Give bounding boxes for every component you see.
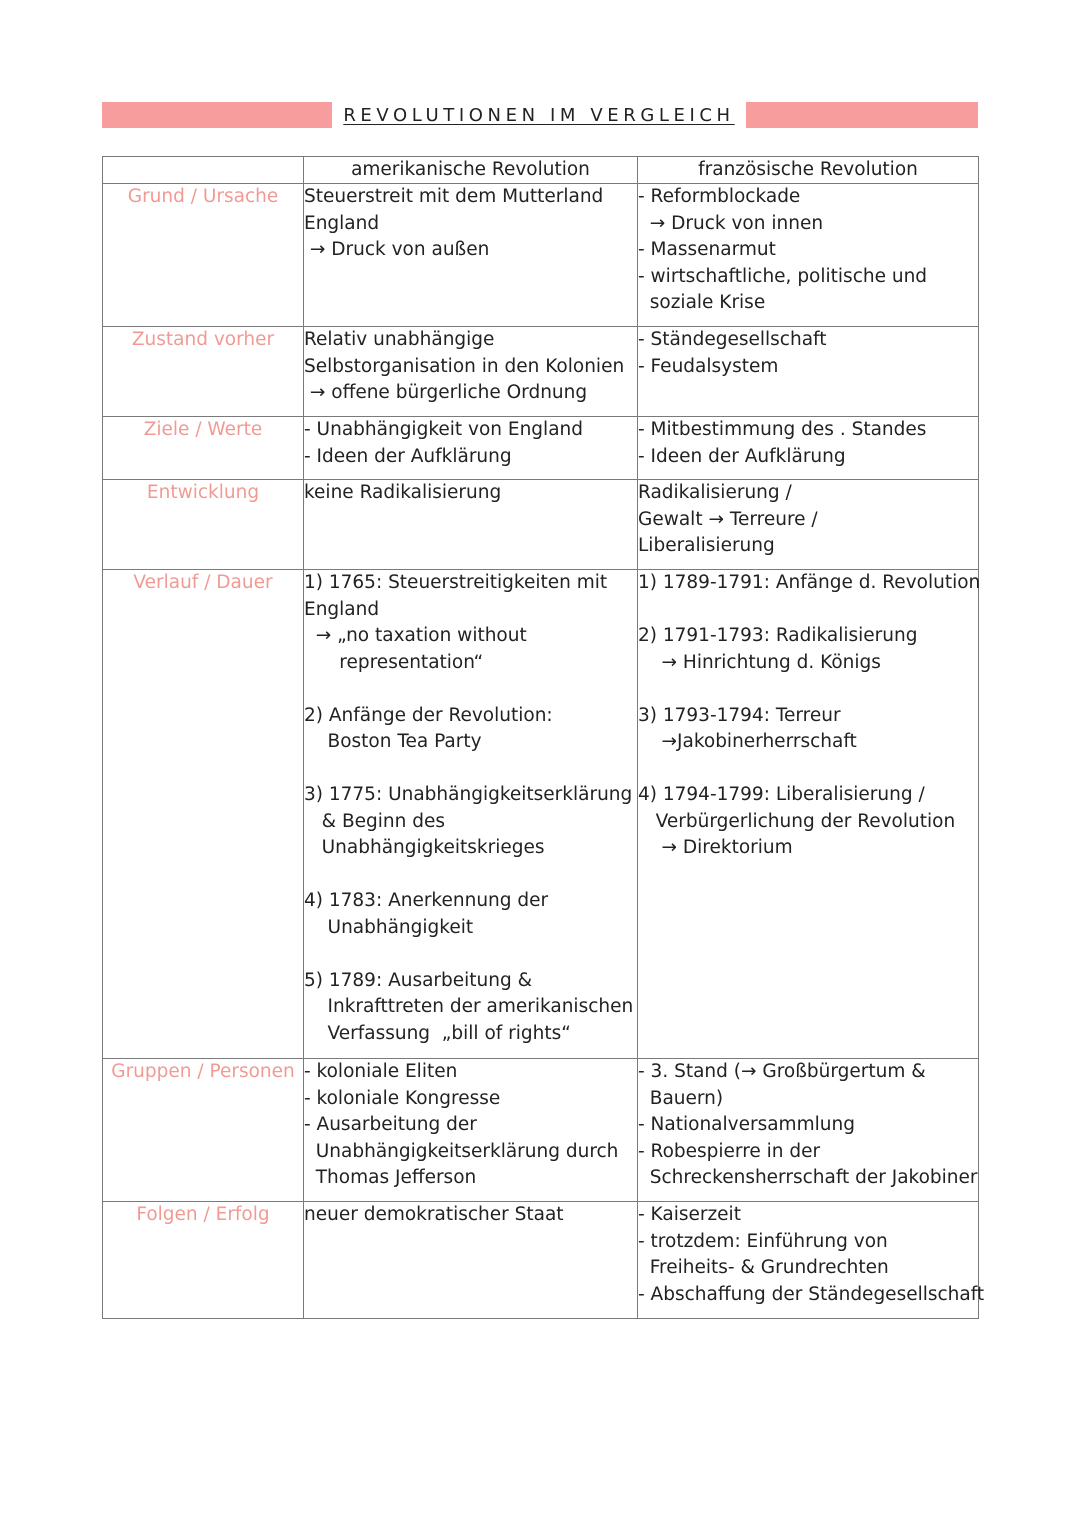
cell-line: - trotzdem: Einführung von bbox=[638, 1230, 888, 1252]
table-row bbox=[103, 184, 979, 327]
cell-line: - Ideen der Aufklärung bbox=[638, 445, 846, 467]
cell-line: Inkrafttreten der amerikanischen bbox=[304, 996, 634, 1017]
cell-line: - Massenarmut bbox=[638, 239, 776, 260]
cell-line: England bbox=[304, 598, 380, 620]
cell-line: 2) Anfänge der Revolution: bbox=[304, 704, 553, 726]
cell-line: → Druck von innen bbox=[638, 212, 824, 234]
cell-line: - Kaiserzeit bbox=[638, 1204, 741, 1225]
table-row bbox=[103, 480, 979, 570]
cell-american bbox=[304, 1202, 638, 1319]
cell-line: Selbstorganisation in den Kolonien bbox=[304, 355, 625, 377]
cell-line: - 3. Stand (→ Großbürgertum & bbox=[638, 1061, 926, 1082]
cell-line: 1) 1765: Steuerstreitigkeiten mit bbox=[304, 572, 608, 593]
cell-french bbox=[638, 184, 979, 327]
cell-line: & Beginn des bbox=[304, 810, 445, 832]
table-row bbox=[103, 417, 979, 480]
cell-line: - Ausarbeitung der bbox=[304, 1114, 477, 1135]
cell-line: 3) 1793-1794: Terreur bbox=[638, 704, 841, 726]
table-row bbox=[103, 1059, 979, 1202]
cell-french bbox=[638, 480, 979, 570]
cell-line: 2) 1791-1793: Radikalisierung bbox=[638, 625, 918, 646]
line-gap bbox=[638, 597, 978, 624]
cell-line: Verfassung „bill of rights“ bbox=[304, 1022, 571, 1044]
header-empty bbox=[103, 157, 304, 184]
cell-french bbox=[638, 1202, 985, 1319]
cell-line: → Direktorium bbox=[638, 837, 793, 858]
cell-line: representation“ bbox=[304, 651, 484, 673]
line-gap bbox=[638, 676, 978, 703]
cell-french bbox=[638, 417, 979, 480]
page-title: REVOLUTIONEN IM VERGLEICH bbox=[332, 102, 746, 128]
cell-line: - Mitbestimmung des . Standes bbox=[638, 419, 927, 440]
cell-line: soziale Krise bbox=[638, 292, 766, 313]
cell-line: Freiheits- & Grundrechten bbox=[638, 1257, 889, 1278]
cell-line: Bauern) bbox=[638, 1087, 724, 1109]
cell-line: → Druck von außen bbox=[304, 239, 490, 260]
cell-line: Verbürgerlichung der Revolution bbox=[638, 810, 956, 832]
cell-french bbox=[638, 570, 979, 1059]
cell-line: - Ideen der Aufklärung bbox=[304, 445, 512, 467]
cell-line: 5) 1789: Ausarbeitung & bbox=[304, 969, 533, 991]
cell-line: Gewalt → Terreure / bbox=[638, 508, 818, 530]
line-gap bbox=[304, 941, 637, 968]
cell-line: 4) 1794-1799: Liberalisierung / bbox=[638, 784, 925, 805]
header-american: amerikanische Revolution bbox=[304, 157, 638, 184]
row-label: Entwicklung bbox=[103, 480, 304, 570]
line-gap bbox=[304, 756, 637, 783]
cell-american bbox=[304, 417, 638, 480]
cell-line: Unabhängigkeitskrieges bbox=[304, 837, 545, 858]
row-label: Grund / Ursache bbox=[103, 184, 304, 327]
cell-french bbox=[638, 327, 979, 417]
cell-line: → Hinrichtung d. Königs bbox=[638, 651, 881, 673]
cell-line: 4) 1783: Anerkennung der bbox=[304, 890, 549, 911]
cell-line: → offene bürgerliche Ordnung bbox=[304, 382, 588, 403]
header-row bbox=[103, 157, 979, 184]
line-gap bbox=[638, 756, 978, 783]
table-row bbox=[103, 327, 979, 417]
cell-line: Unabhängigkeitserklärung durch bbox=[304, 1140, 619, 1162]
table-row bbox=[103, 570, 979, 1059]
row-label: Folgen / Erfolg bbox=[103, 1202, 304, 1319]
cell-line: - wirtschaftliche, politische und bbox=[638, 265, 928, 287]
cell-line: 3) 1775: Unabhängigkeitserklärung bbox=[304, 784, 633, 805]
cell-line: Schreckensherrschaft der Jakobiner bbox=[638, 1167, 978, 1188]
cell-line: - Ständegesellschaft bbox=[638, 329, 827, 350]
cell-line: Boston Tea Party bbox=[304, 731, 482, 752]
cell-line: Liberalisierung bbox=[638, 535, 775, 556]
cell-line: Radikalisierung / bbox=[638, 482, 792, 503]
cell-american bbox=[304, 184, 638, 327]
cell-line: Steuerstreit mit dem Mutterland bbox=[304, 186, 604, 207]
row-label: Zustand vorher bbox=[103, 327, 304, 417]
cell-line: - koloniale Eliten bbox=[304, 1061, 458, 1082]
cell-american bbox=[304, 570, 638, 1059]
cell-line: keine Radikalisierung bbox=[304, 482, 502, 503]
cell-line: Unabhängigkeit bbox=[304, 916, 474, 938]
cell-line: neuer demokratischer Staat bbox=[304, 1204, 564, 1225]
cell-line: - Robespierre in der bbox=[638, 1140, 821, 1162]
cell-line: - Feudalsystem bbox=[638, 355, 779, 377]
header-french: französische Revolution bbox=[638, 157, 979, 184]
cell-line: - Reformblockade bbox=[638, 186, 801, 207]
cell-line: →Jakobinerherrschaft bbox=[638, 731, 857, 752]
cell-line: - Abschaffung der Ständegesellschaft bbox=[638, 1283, 985, 1305]
row-label: Gruppen / Personen bbox=[103, 1059, 304, 1202]
cell-line: → „no taxation without bbox=[304, 625, 527, 646]
cell-american bbox=[304, 1059, 638, 1202]
cell-line: Thomas Jefferson bbox=[304, 1167, 477, 1188]
line-gap bbox=[304, 676, 637, 703]
cell-line: - Unabhängigkeit von England bbox=[304, 419, 583, 440]
row-label: Ziele / Werte bbox=[103, 417, 304, 480]
cell-french bbox=[638, 1059, 979, 1202]
comparison-table bbox=[102, 156, 985, 1319]
cell-american bbox=[304, 480, 638, 570]
line-gap bbox=[304, 862, 637, 889]
cell-line: England bbox=[304, 212, 380, 234]
cell-line: Relativ unabhängige bbox=[304, 329, 495, 350]
cell-american bbox=[304, 327, 638, 417]
cell-line: - Nationalversammlung bbox=[638, 1114, 855, 1135]
cell-line: 1) 1789-1791: Anfänge d. Revolution bbox=[638, 572, 981, 593]
row-label: Verlauf / Dauer bbox=[103, 570, 304, 1059]
table-row bbox=[103, 1202, 979, 1319]
cell-line: - koloniale Kongresse bbox=[304, 1087, 501, 1109]
